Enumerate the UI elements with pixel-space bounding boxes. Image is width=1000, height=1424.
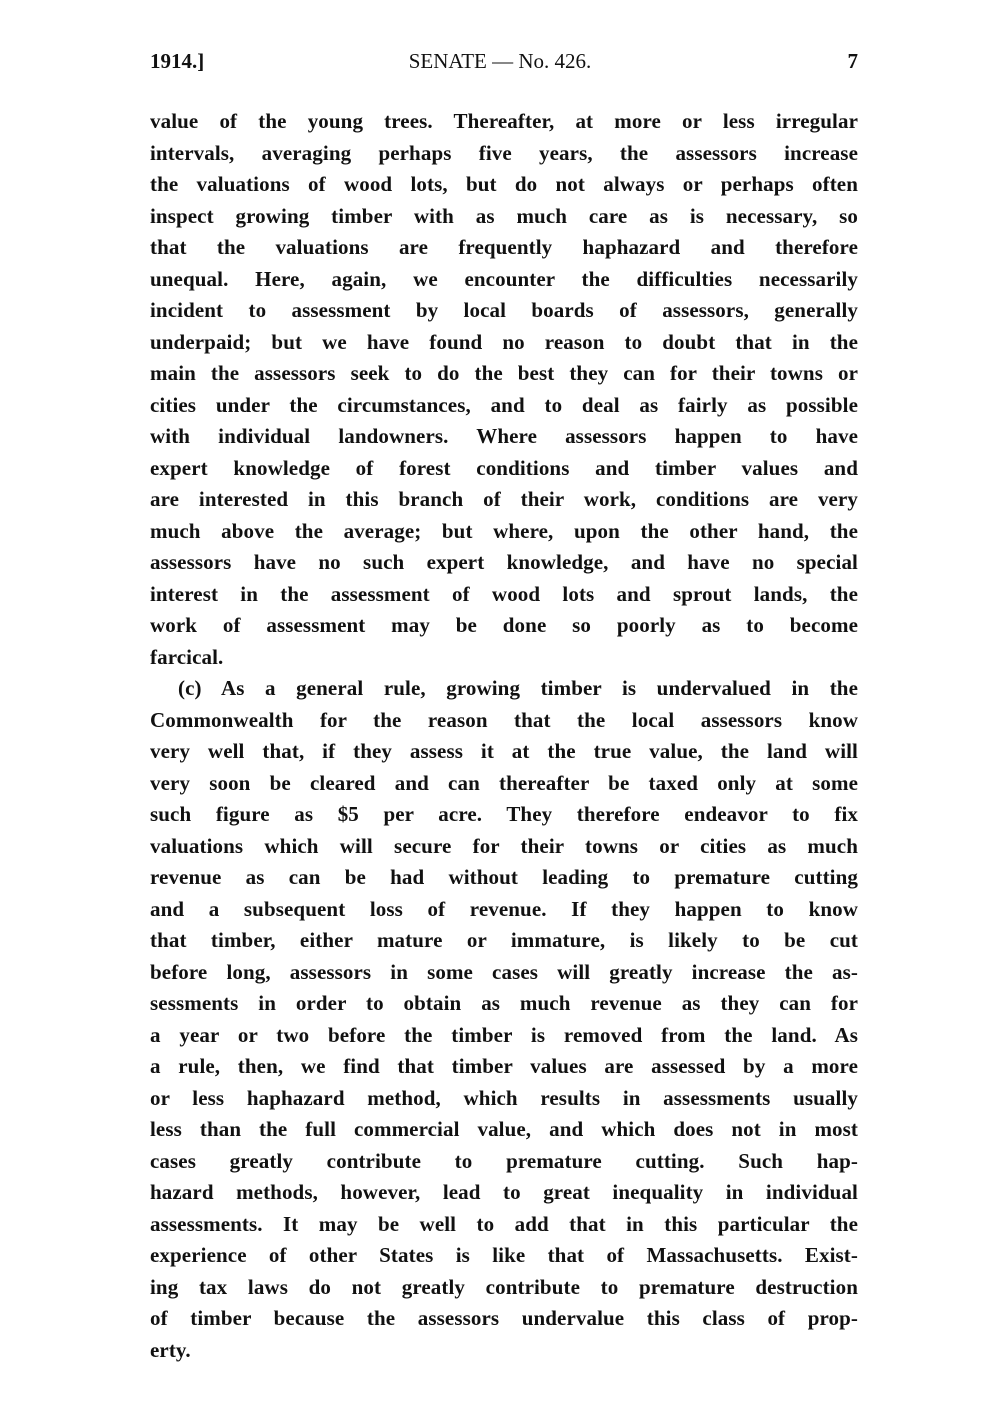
running-header-year: 1914.] xyxy=(150,49,205,73)
text-line: are interested in this branch of their work, conditions are very xyxy=(150,487,858,511)
text-line: expert knowledge of forest conditions and timber values and xyxy=(150,455,858,480)
text-line: a rule, then, we find that timber values are assessed by a more xyxy=(150,1054,858,1078)
text-line: valuations which will secure for their towns or cities as much xyxy=(150,833,858,858)
text-line: cases greatly contribute to premature cutting. Such hap- xyxy=(150,1148,858,1173)
text-line: assessments. It may be well to add that in this particular the xyxy=(150,1211,858,1236)
text-line: erty. xyxy=(150,1337,191,1362)
document-body xyxy=(150,106,858,1366)
text-line: of timber because the assessors undervalue this class of prop- xyxy=(150,1306,858,1330)
text-line: main the assessors seek to do the best they can for their towns or xyxy=(150,361,858,385)
text-line: sessments in order to obtain as much revenue as they can for xyxy=(150,991,858,1015)
page-number: 7 xyxy=(847,49,858,73)
text-line: very well that, if they assess it at the true value, the land will xyxy=(150,739,858,763)
text-line: inspect growing timber with as much care as is necessary, so xyxy=(150,203,858,228)
paragraph xyxy=(150,106,858,673)
text-line: ing tax laws do not greatly contribute to premature destruction xyxy=(150,1274,858,1299)
text-line: assessors have no such expert knowledge, and have no special xyxy=(150,550,858,574)
text-line: value of the young trees. Thereafter, at more or less irregular xyxy=(150,109,858,133)
text-line: Commonwealth for the reason that the local assessors know xyxy=(150,707,858,732)
text-line: underpaid; but we have found no reason to doubt that in the xyxy=(150,329,858,354)
text-line: very soon be cleared and can thereafter be taxed only at some xyxy=(150,770,858,795)
text-line: interest in the assessment of wood lots and sprout lands, the xyxy=(150,581,858,606)
text-line: unequal. Here, again, we encounter the difficulties necessarily xyxy=(150,266,858,291)
text-line: work of assessment may be done so poorly as to become xyxy=(150,613,858,637)
text-line: hazard methods, however, lead to great inequality in individual xyxy=(150,1180,858,1204)
text-line: intervals, averaging perhaps five years, the assessors increase xyxy=(150,140,858,165)
text-line: (c) As a general rule, growing timber is undervalued in the xyxy=(178,676,858,700)
text-line: cities under the circumstances, and to deal as fairly as possible xyxy=(150,392,858,417)
text-line: and a subsequent loss of revenue. If they happen to know xyxy=(150,896,858,921)
paragraph xyxy=(150,673,858,1366)
text-line: revenue as can be had without leading to premature cutting xyxy=(150,865,858,889)
text-line: that timber, either mature or immature, is likely to be cut xyxy=(150,928,858,952)
text-line: much above the average; but where, upon the other hand, the xyxy=(150,518,858,543)
running-header-title: SENATE — No. 426. xyxy=(408,49,592,73)
text-line: farcical. xyxy=(150,644,224,669)
text-line: experience of other States is like that of Massachusetts. Exist- xyxy=(150,1243,858,1267)
text-line: with individual landowners. Where assessors happen to have xyxy=(150,424,858,448)
text-line: such figure as $5 per acre. They therefore endeavor to fix xyxy=(150,802,858,826)
text-line: that the valuations are frequently haphazard and therefore xyxy=(150,235,858,259)
text-line: the valuations of wood lots, but do not always or perhaps often xyxy=(150,172,858,196)
text-line: before long, assessors in some cases will greatly increase the as- xyxy=(150,959,858,984)
text-line: incident to assessment by local boards of assessors, generally xyxy=(150,298,858,322)
text-line: or less haphazard method, which results in assessments usually xyxy=(150,1085,858,1110)
text-line: less than the full commercial value, and which does not in most xyxy=(150,1117,858,1141)
text-line: a year or two before the timber is removed from the land. As xyxy=(150,1022,858,1047)
